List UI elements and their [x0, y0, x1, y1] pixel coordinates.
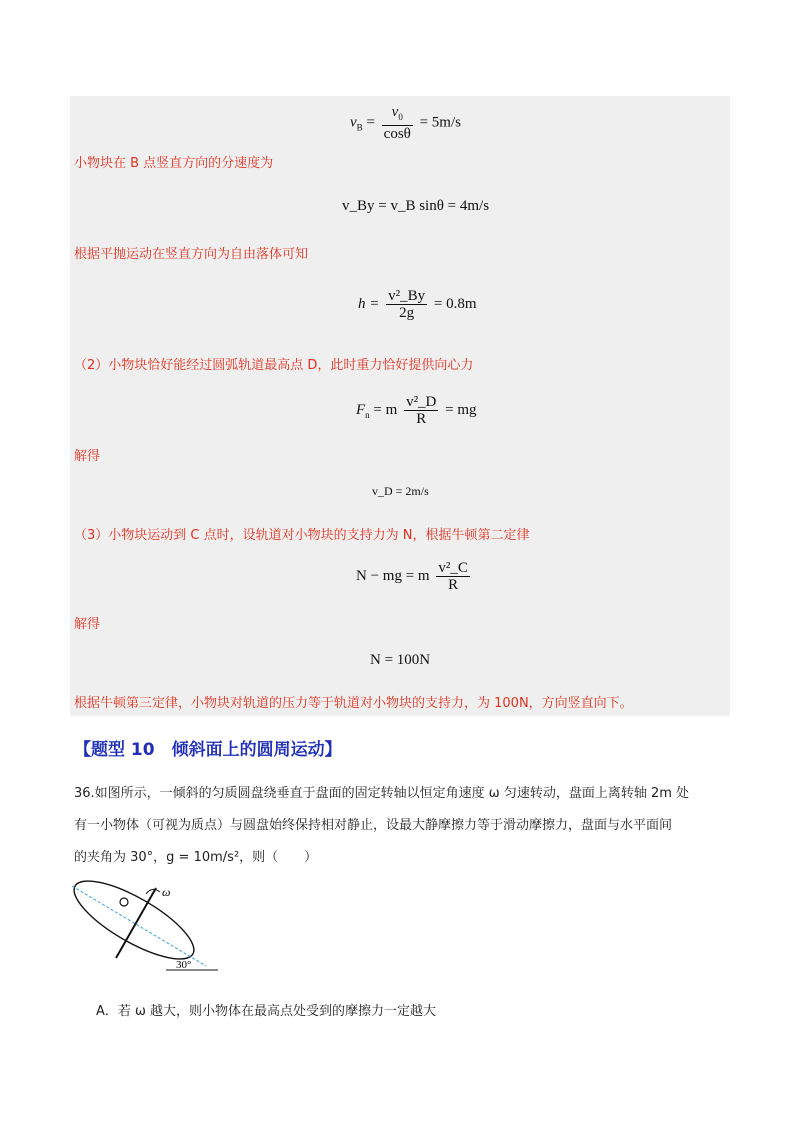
- solution-line-6: 解得: [74, 617, 101, 632]
- section-title: 【题型 10 倾斜面上的圆周运动】: [74, 740, 342, 760]
- solution-line-4: 解得: [74, 449, 101, 464]
- solution-line-1: 小物块在 B 点竖直方向的分速度为: [74, 156, 274, 171]
- solution-line-7: 根据牛顿第三定律，小物块对轨道的压力等于轨道对小物块的支持力，为 100N，方向竖直向下。: [74, 696, 633, 711]
- question-line-2: 有一小物体（可视为质点）与圆盘始终保持相对静止，设最大静摩擦力等于滑动摩擦力，盘面与水平面间: [74, 818, 673, 833]
- option-a: A．若 ω 越大，则小物体在最高点处受到的摩擦力一定越大: [96, 1004, 437, 1019]
- small-object: [120, 898, 128, 906]
- equation-vby: v_By = v_B sinθ = 4m/s: [342, 198, 490, 214]
- equation-n: N − mg = m $\frac{\text{v²\_C}}{R}$: [356, 560, 468, 593]
- equation-fn: $F_n = m$ $\frac{\text{v²\_D}}{R}$ = mg: [356, 394, 477, 427]
- omega-label: ω: [162, 885, 171, 899]
- tilted-disk-figure: [66, 880, 226, 980]
- question-line-3: 的夹角为 30°，g = 10m/s²，则（ ）: [74, 850, 318, 865]
- solution-line-2: 根据平抛运动在竖直方向为自由落体可知: [74, 247, 309, 262]
- solution-line-3: （2）小物块恰好能经过圆弧轨道最高点 D，此时重力恰好提供向心力: [74, 358, 474, 373]
- equation-n100: N = 100N: [370, 652, 431, 668]
- question-line-1: 36.如图所示，一倾斜的匀质圆盘绕垂直于盘面的固定转轴以恒定角速度 ω 匀速转动，盘面上离转轴 2m 处: [74, 786, 690, 801]
- solution-line-5: （3）小物块运动到 C 点时，设轨道对小物块的支持力为 N，根据牛顿第二定律: [74, 528, 530, 543]
- equation-h: h = $\frac{\text{v²\_By}}{2g}$ = 0.8m: [358, 288, 477, 321]
- angle-label: 30°: [176, 959, 192, 971]
- equation-vb: $v_B$ = $\frac{v_0}{\cos\theta}$ = 5m/s: [350, 104, 461, 142]
- equation-vd: v_D = 2m/s: [372, 484, 429, 498]
